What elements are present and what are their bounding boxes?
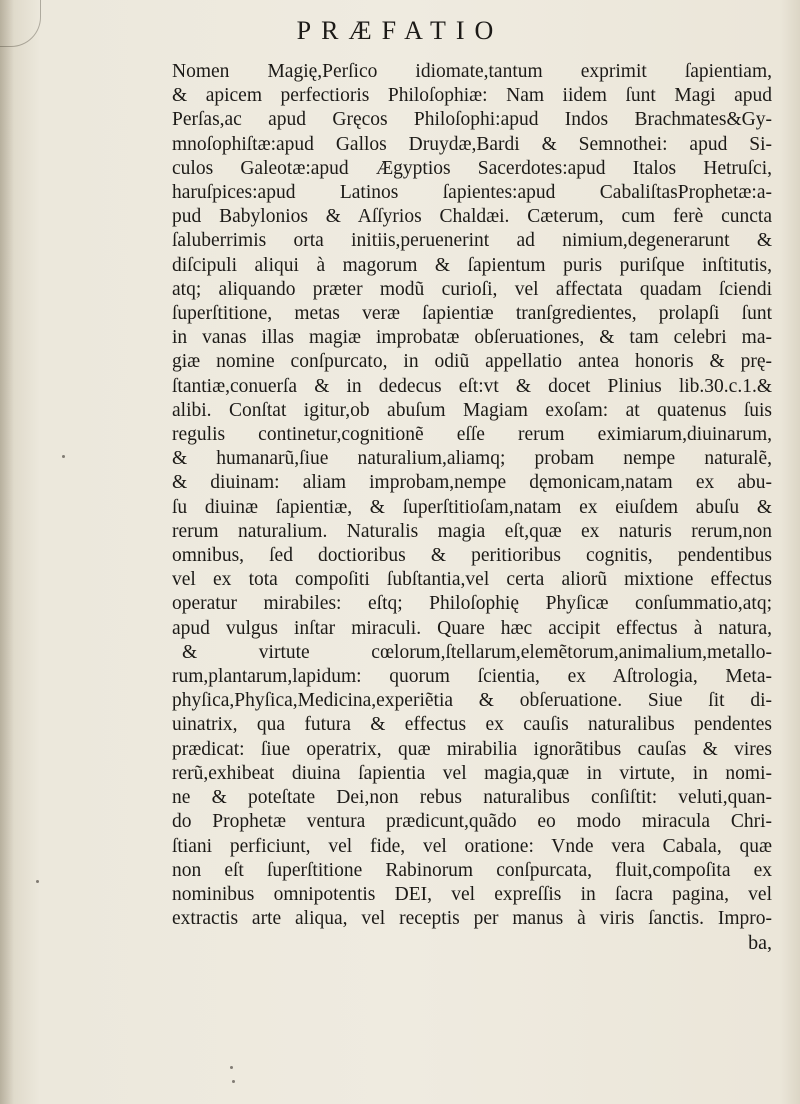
text-line: ſaluberrimis orta initiis,peruenerint ad nimium,degenerarunt & xyxy=(172,230,772,252)
text-line: uinatrix, qua futura & effectus ex cauſis naturalibus pendentes xyxy=(172,714,772,736)
text-line: ſu diuinæ ſapientiæ, & ſuperſtitioſam,natam ex eiuſdem abuſu & xyxy=(172,496,772,518)
text-line: rerũ,exhibeat diuina ſapientia vel magia,quæ in virtute, in nomi- xyxy=(172,762,772,784)
text-line: atq; aliquando præter modũ curioſi, vel affectata quadam ſciendi xyxy=(172,278,772,300)
text-line: rerum naturalium. Naturalis magia eſt,quæ ex naturis rerum,non xyxy=(172,520,772,542)
text-line: nominibus omnipotentis DEI, vel expreſſis in ſacra pagina, vel xyxy=(172,883,772,905)
text-line: operatur mirabiles: eſtq; Philoſophię Phyſicæ conſummatio,atq; xyxy=(172,593,772,615)
text-line: rum,plantarum,lapidum: quorum ſcientia, ex Aſtrologia, Meta- xyxy=(172,666,772,688)
margin-speck xyxy=(232,1080,235,1083)
text-line: regulis continetur,cognitionẽ eſſe rerum eximiarum,diuinarum, xyxy=(172,424,772,446)
text-line: pud Babylonios & Aſſyrios Chaldæi. Cæterum, cum ferè cuncta xyxy=(172,206,772,228)
text-line: Perſas,ac apud Gręcos Philoſophi:apud Indos Brachmates&Gy- xyxy=(172,109,772,131)
text-line: apud vulgus inſtar miraculi. Quare hæc accipit effectus à natura, xyxy=(172,617,772,639)
page-heading: PRÆFATIO xyxy=(296,16,504,45)
text-line: prædicat: ſiue operatrix, quæ mirabilia ignorãtibus cauſas & vires xyxy=(172,738,772,760)
text-line: ſtiani perficiunt, vel fide, vel oratione: Vnde vera Cabala, quæ xyxy=(172,835,772,857)
text-line: ſuperſtitione, metas veræ ſapientiæ tranſgredientes, prolapſi ſunt xyxy=(172,303,772,325)
text-line: & virtute cœlorum,ſtellarum,elemẽtorum,animalium,metallo- xyxy=(182,641,772,663)
text-line: & apicem perfectioris Philoſophiæ: Nam iidem ſunt Magi apud xyxy=(172,85,772,107)
text-line: haruſpices:apud Latinos ſapientes:apud CabaliſtasProphetæ:a- xyxy=(172,182,772,204)
text-line: & diuinam: aliam improbam,nempe dęmonicam,natam ex abu- xyxy=(172,472,772,494)
margin-speck xyxy=(62,455,65,458)
text-line: non eſt ſuperſtitione Rabinorum conſpurcata, fluit,compoſita ex xyxy=(172,859,772,881)
text-line: & humanarũ,ſiue naturalium,aliamq; probam nempe naturalẽ, xyxy=(172,448,772,470)
text-line: giæ nomine conſpurcato, in odiũ appellatio antea honoris & prę- xyxy=(172,351,772,373)
text-line: extractis arte aliqua, vel receptis per manus à viris ſanctis. Impro- xyxy=(172,908,772,930)
text-line: ſtantiæ,conuerſa & in dedecus eſt:vt & docet Plinius lib.30.c.1.& xyxy=(172,375,772,397)
margin-speck xyxy=(230,1066,233,1069)
gutter-shadow xyxy=(0,0,14,1104)
margin-speck xyxy=(36,880,39,883)
text-line: culos Galeotæ:apud Ægyptios Sacerdotes:apud Italos Hetruſci, xyxy=(172,157,772,179)
text-line: vel ex tota compoſiti ſubſtantia,vel certa aliorũ mixtione effectus xyxy=(172,569,772,591)
text-line: ne & poteſtate Dei,non rebus naturalibus conſiſtit: veluti,quan- xyxy=(172,787,772,809)
text-line: omnibus, ſed doctioribus & peritioribus cognitis, pendentibus xyxy=(172,545,772,567)
text-line: Nomen Magię,Perſico idiomate,tantum exprimit ſapientiam, xyxy=(172,61,772,82)
text-line: in vanas illas magiæ improbatæ obſeruationes, & tam celebri ma- xyxy=(172,327,772,349)
text-line: do Prophetæ ventura prædicunt,quãdo eo modo miracula Chri- xyxy=(172,811,772,833)
catchword: ba, xyxy=(748,932,772,955)
body-text xyxy=(172,60,772,956)
text-line: alibi. Conſtat igitur,ob abuſum Magiam exoſam: at quatenus ſuis xyxy=(172,399,772,421)
text-line: diſcipuli aliqui à magorum & ſapientum puris puriſque inſtitutis, xyxy=(172,254,772,276)
text-line: phyſica,Phyſica,Medicina,experiẽtia & obſeruatione. Siue ſit di- xyxy=(172,690,772,712)
text-line: mnoſophiſtæ:apud Gallos Druydæ,Bardi & Semnothei: apud Si- xyxy=(172,133,772,155)
